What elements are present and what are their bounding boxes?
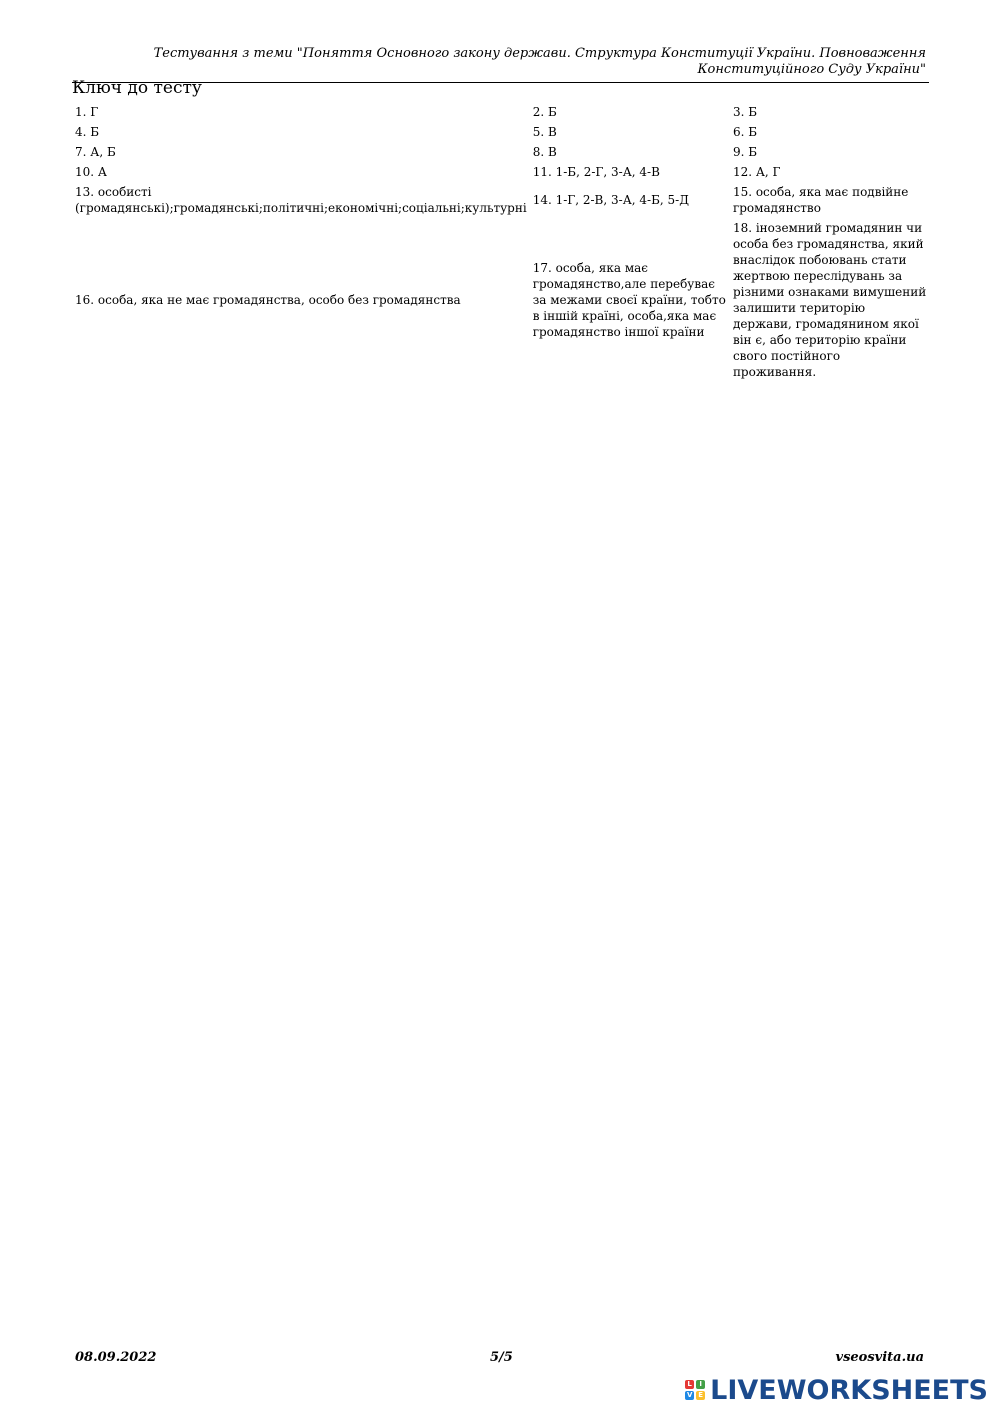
footer-page-number: 5/5 bbox=[490, 1350, 513, 1365]
answer-cell: 12. А, Г bbox=[732, 165, 781, 179]
document-header: Тестування з теми "Поняття Основного закону держави. Структура Конституції України. Повноваження Конституційного Суду України" bbox=[153, 46, 926, 77]
answer-cell: 4. Б bbox=[75, 125, 100, 139]
answer-cell: 8. В bbox=[532, 145, 557, 159]
logo-letter: V bbox=[686, 1391, 693, 1399]
table-row bbox=[72, 182, 930, 218]
answer-cell: 9. Б bbox=[732, 145, 758, 159]
footer-date: 08.09.2022 bbox=[75, 1350, 157, 1365]
footer-site: vseosvita.ua bbox=[835, 1350, 924, 1365]
answer-cell: 1. Г bbox=[75, 105, 99, 119]
liveworksheets-logo bbox=[685, 1374, 988, 1406]
table-row bbox=[72, 102, 930, 122]
answer-cell: 11. 1-Б, 2-Г, 3-А, 4-В bbox=[532, 165, 660, 179]
table-row bbox=[72, 162, 930, 182]
answer-cell: 6. Б bbox=[732, 125, 758, 139]
table-row bbox=[72, 142, 930, 162]
table-row bbox=[72, 218, 930, 382]
answer-cell: 14. 1-Г, 2-В, 3-А, 4-Б, 5-Д bbox=[532, 193, 689, 207]
answer-cell: 3. Б bbox=[732, 105, 758, 119]
logo-letter: I bbox=[696, 1380, 705, 1389]
answer-cell: 18. іноземний громадянин чи особа без громадянства, який внаслідок побоювань стати жертвою переслідувань за різними ознаками вимушений залишити територію держави, громадянином якої він є, або територію країни свого постійного проживання. bbox=[732, 221, 927, 379]
answer-cell: 13. особисті (громадянські);громадянські;політичні;економічні;соціальні;культурні bbox=[75, 185, 527, 215]
answer-cell: 5. В bbox=[532, 125, 557, 139]
logo-letter: L bbox=[685, 1380, 694, 1389]
answer-key-table bbox=[72, 102, 930, 382]
logo-letter: E bbox=[696, 1391, 705, 1400]
answer-cell: 17. особа, яка має громадянство,але перебуває за межами своєї країни, тобто в іншій країні, особа,яка має громадянство іншої країни bbox=[532, 261, 726, 339]
live-grid-icon bbox=[685, 1380, 705, 1400]
answer-cell: 2. Б bbox=[532, 105, 557, 119]
answer-cell: 15. особа, яка має подвійне громадянство bbox=[732, 185, 909, 215]
table-row bbox=[72, 122, 930, 142]
answer-cell: 7. А, Б bbox=[75, 145, 116, 159]
answer-cell: 16. особа, яка не має громадянства, особо без громадянства bbox=[75, 293, 461, 307]
answer-cell: 10. А bbox=[75, 165, 107, 179]
logo-text: LIVEWORKSHEETS bbox=[710, 1374, 988, 1406]
answer-key-title: Ключ до тесту bbox=[72, 78, 202, 98]
